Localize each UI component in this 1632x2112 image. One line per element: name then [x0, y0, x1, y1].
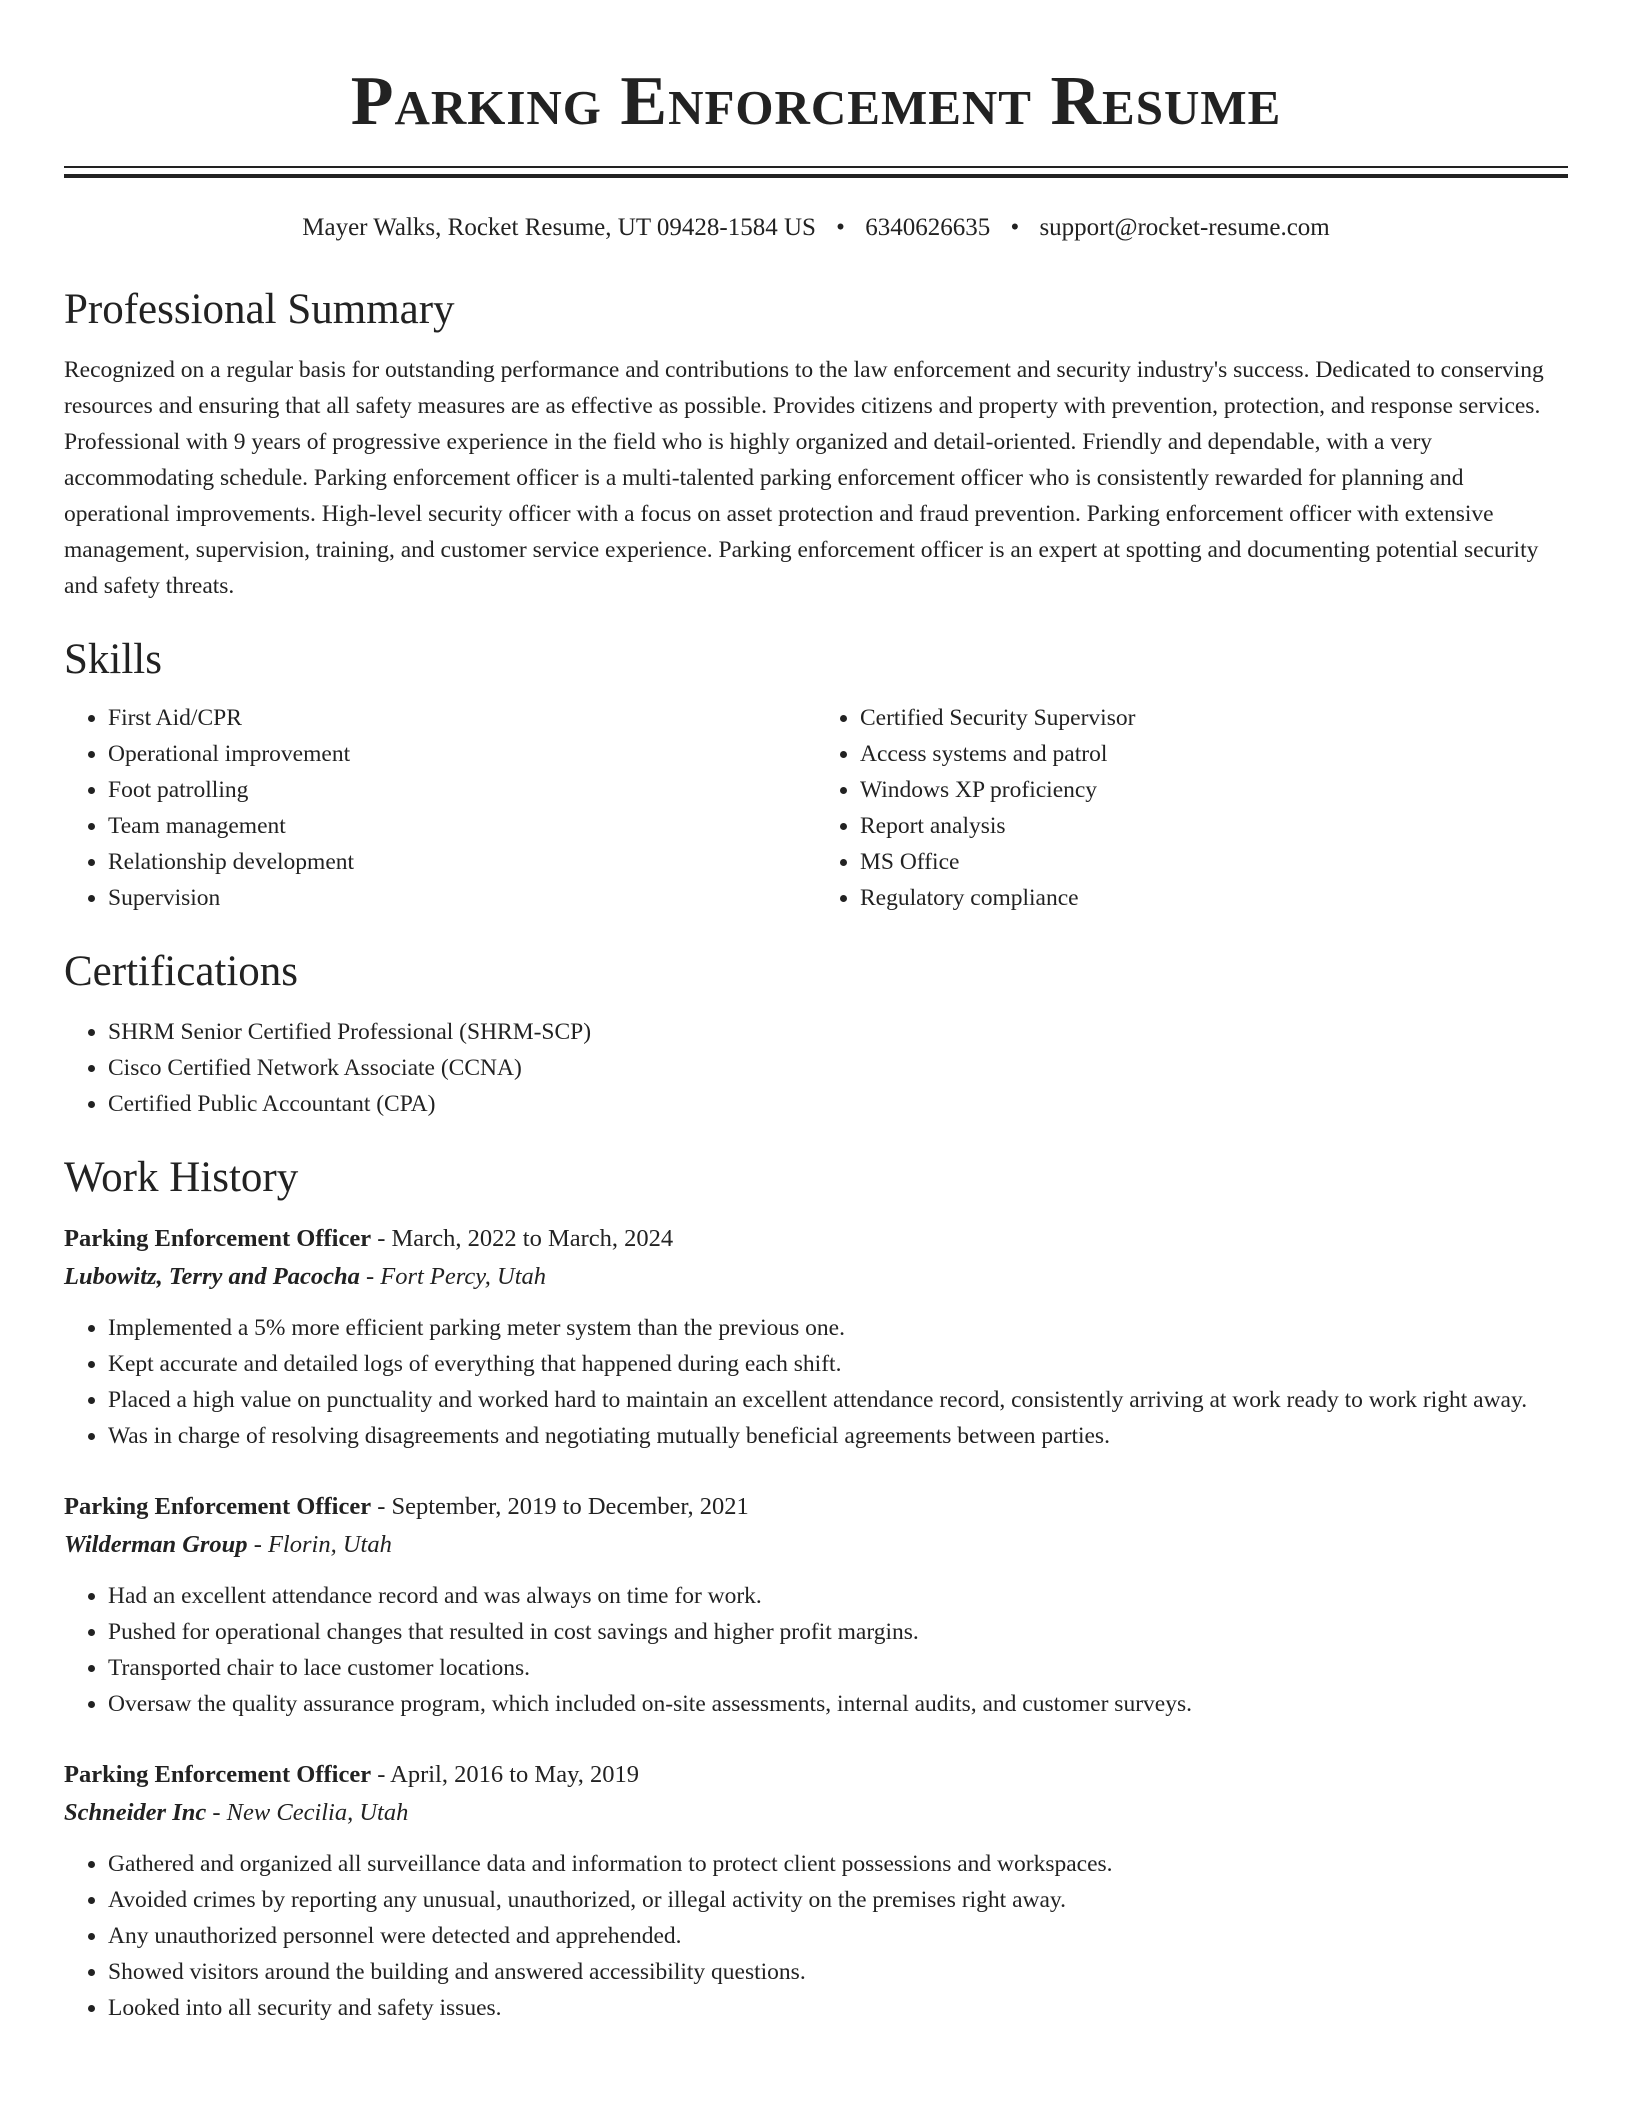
- skill-item: • Windows XP proficiency: [860, 772, 1568, 808]
- skill-item: • Supervision: [108, 880, 816, 916]
- job-dates: - April, 2016 to May, 2019: [377, 1761, 639, 1788]
- skills-heading: Skills: [64, 636, 162, 683]
- job-entry: [64, 1488, 1568, 1722]
- skills-columns: [64, 700, 1568, 916]
- summary-text: Recognized on a regular basis for outstanding performance and contributions to the law enforcement and security industry's success. Dedicated to conserving resources and ensuring that all safety measures are as effective as possible. Provides citizens and property with prevention, protection, and response services. Professional with 9 years of progressive experience in the field who is highly organized and detail-oriented. Friendly and dependable, with a very accommodating schedule. Parking enforcement officer is a multi-talented parking enforcement officer who is consistently rewarded for planning and operational improvements. High-level security officer with a focus on asset protection and fraud prevention. Parking enforcement officer with extensive management, supervision, training, and customer service experience. Parking enforcement officer is an expert at spotting and documenting potential security and safety threats.: [64, 357, 1544, 599]
- job-bullet: • Showed visitors around the building and answered accessibility questions.: [108, 1954, 1568, 1990]
- job-bullet: • Had an excellent attendance record and was always on time for work.: [108, 1578, 1568, 1614]
- job-bullet: • Pushed for operational changes that resulted in cost savings and higher profit margins.: [108, 1614, 1568, 1650]
- job-bullet: • Avoided crimes by reporting any unusual, unauthorized, or illegal activity on the premises right away.: [108, 1882, 1568, 1918]
- summary-heading: Professional Summary: [64, 286, 455, 333]
- skill-item: • Certified Security Supervisor: [860, 700, 1568, 736]
- job-bullet: • Looked into all security and safety issues.: [108, 1990, 1568, 2026]
- skills-list-right: [816, 700, 1568, 916]
- job-location: - Florin, Utah: [253, 1531, 392, 1558]
- contact-separator: •: [1010, 214, 1020, 241]
- contact-line: [64, 212, 1568, 244]
- job-location: - New Cecilia, Utah: [212, 1799, 409, 1826]
- job-title-line: [64, 1756, 1568, 1794]
- skill-item: • Relationship development: [108, 844, 816, 880]
- job-title: Parking Enforcement Officer: [64, 1225, 372, 1252]
- skill-item: • Team management: [108, 808, 816, 844]
- resume-page: [64, 0, 1568, 2026]
- certifications-list: [64, 1014, 1568, 1122]
- title-divider-thick: [64, 174, 1568, 178]
- job-company: Wilderman Group: [64, 1531, 248, 1558]
- job-dates: - September, 2019 to December, 2021: [377, 1493, 749, 1520]
- skill-item: • MS Office: [860, 844, 1568, 880]
- skill-item: • First Aid/CPR: [108, 700, 816, 736]
- job-bullet: • Kept accurate and detailed logs of everything that happened during each shift.: [108, 1346, 1568, 1382]
- certification-item: • Certified Public Accountant (CPA): [108, 1086, 1568, 1122]
- skill-item: • Report analysis: [860, 808, 1568, 844]
- certification-item: • Cisco Certified Network Associate (CCNA): [108, 1050, 1568, 1086]
- job-company-line: [64, 1794, 1568, 1832]
- skill-item: • Operational improvement: [108, 736, 816, 772]
- job-bullets: [64, 1578, 1568, 1722]
- job-title: Parking Enforcement Officer: [64, 1493, 372, 1520]
- job-title: Parking Enforcement Officer: [64, 1761, 372, 1788]
- job-bullet: • Oversaw the quality assurance program, which included on-site assessments, internal audits, and customer surveys.: [108, 1686, 1568, 1722]
- job-bullets: [64, 1310, 1568, 1454]
- work-history-heading: Work History: [64, 1154, 299, 1201]
- certifications-heading: Certifications: [64, 948, 299, 995]
- job-bullet: • Transported chair to lace customer locations.: [108, 1650, 1568, 1686]
- job-company-line: [64, 1258, 1568, 1296]
- certification-item: • SHRM Senior Certified Professional (SHRM-SCP): [108, 1014, 1568, 1050]
- job-dates: - March, 2022 to March, 2024: [377, 1225, 674, 1252]
- job-location: - Fort Percy, Utah: [365, 1263, 547, 1290]
- title-divider-thin: [64, 166, 1568, 168]
- job-title-line: [64, 1488, 1568, 1526]
- skill-item: • Regulatory compliance: [860, 880, 1568, 916]
- job-company-line: [64, 1526, 1568, 1564]
- skill-item: • Foot patrolling: [108, 772, 816, 808]
- job-bullet: • Placed a high value on punctuality and worked hard to maintain an excellent attendance record, consistently arriving at work ready to work right away.: [108, 1382, 1568, 1418]
- skill-item: • Access systems and patrol: [860, 736, 1568, 772]
- job-bullet: • Gathered and organized all surveillance data and information to protect client possessions and workspaces.: [108, 1846, 1568, 1882]
- contact-separator: •: [836, 214, 845, 241]
- resume-title: Parking Enforcement Resume: [350, 63, 1282, 140]
- job-bullet: • Any unauthorized personnel were detected and apprehended.: [108, 1918, 1568, 1954]
- skills-list-left: [64, 700, 816, 916]
- job-title-line: [64, 1220, 1568, 1258]
- job-bullet: • Implemented a 5% more efficient parking meter system than the previous one.: [108, 1310, 1568, 1346]
- job-entry: [64, 1756, 1568, 2026]
- job-bullet: • Was in charge of resolving disagreements and negotiating mutually beneficial agreements between parties.: [108, 1418, 1568, 1454]
- contact-address: Mayer Walks, Rocket Resume, UT 09428-1584 US: [302, 214, 816, 241]
- contact-phone: 6340626635: [865, 214, 991, 241]
- contact-email: support@rocket-resume.com: [1039, 214, 1330, 241]
- job-company: Lubowitz, Terry and Pacocha: [64, 1263, 360, 1290]
- job-company: Schneider Inc: [64, 1799, 207, 1826]
- job-bullets: [64, 1846, 1568, 2026]
- job-entry: [64, 1220, 1568, 1454]
